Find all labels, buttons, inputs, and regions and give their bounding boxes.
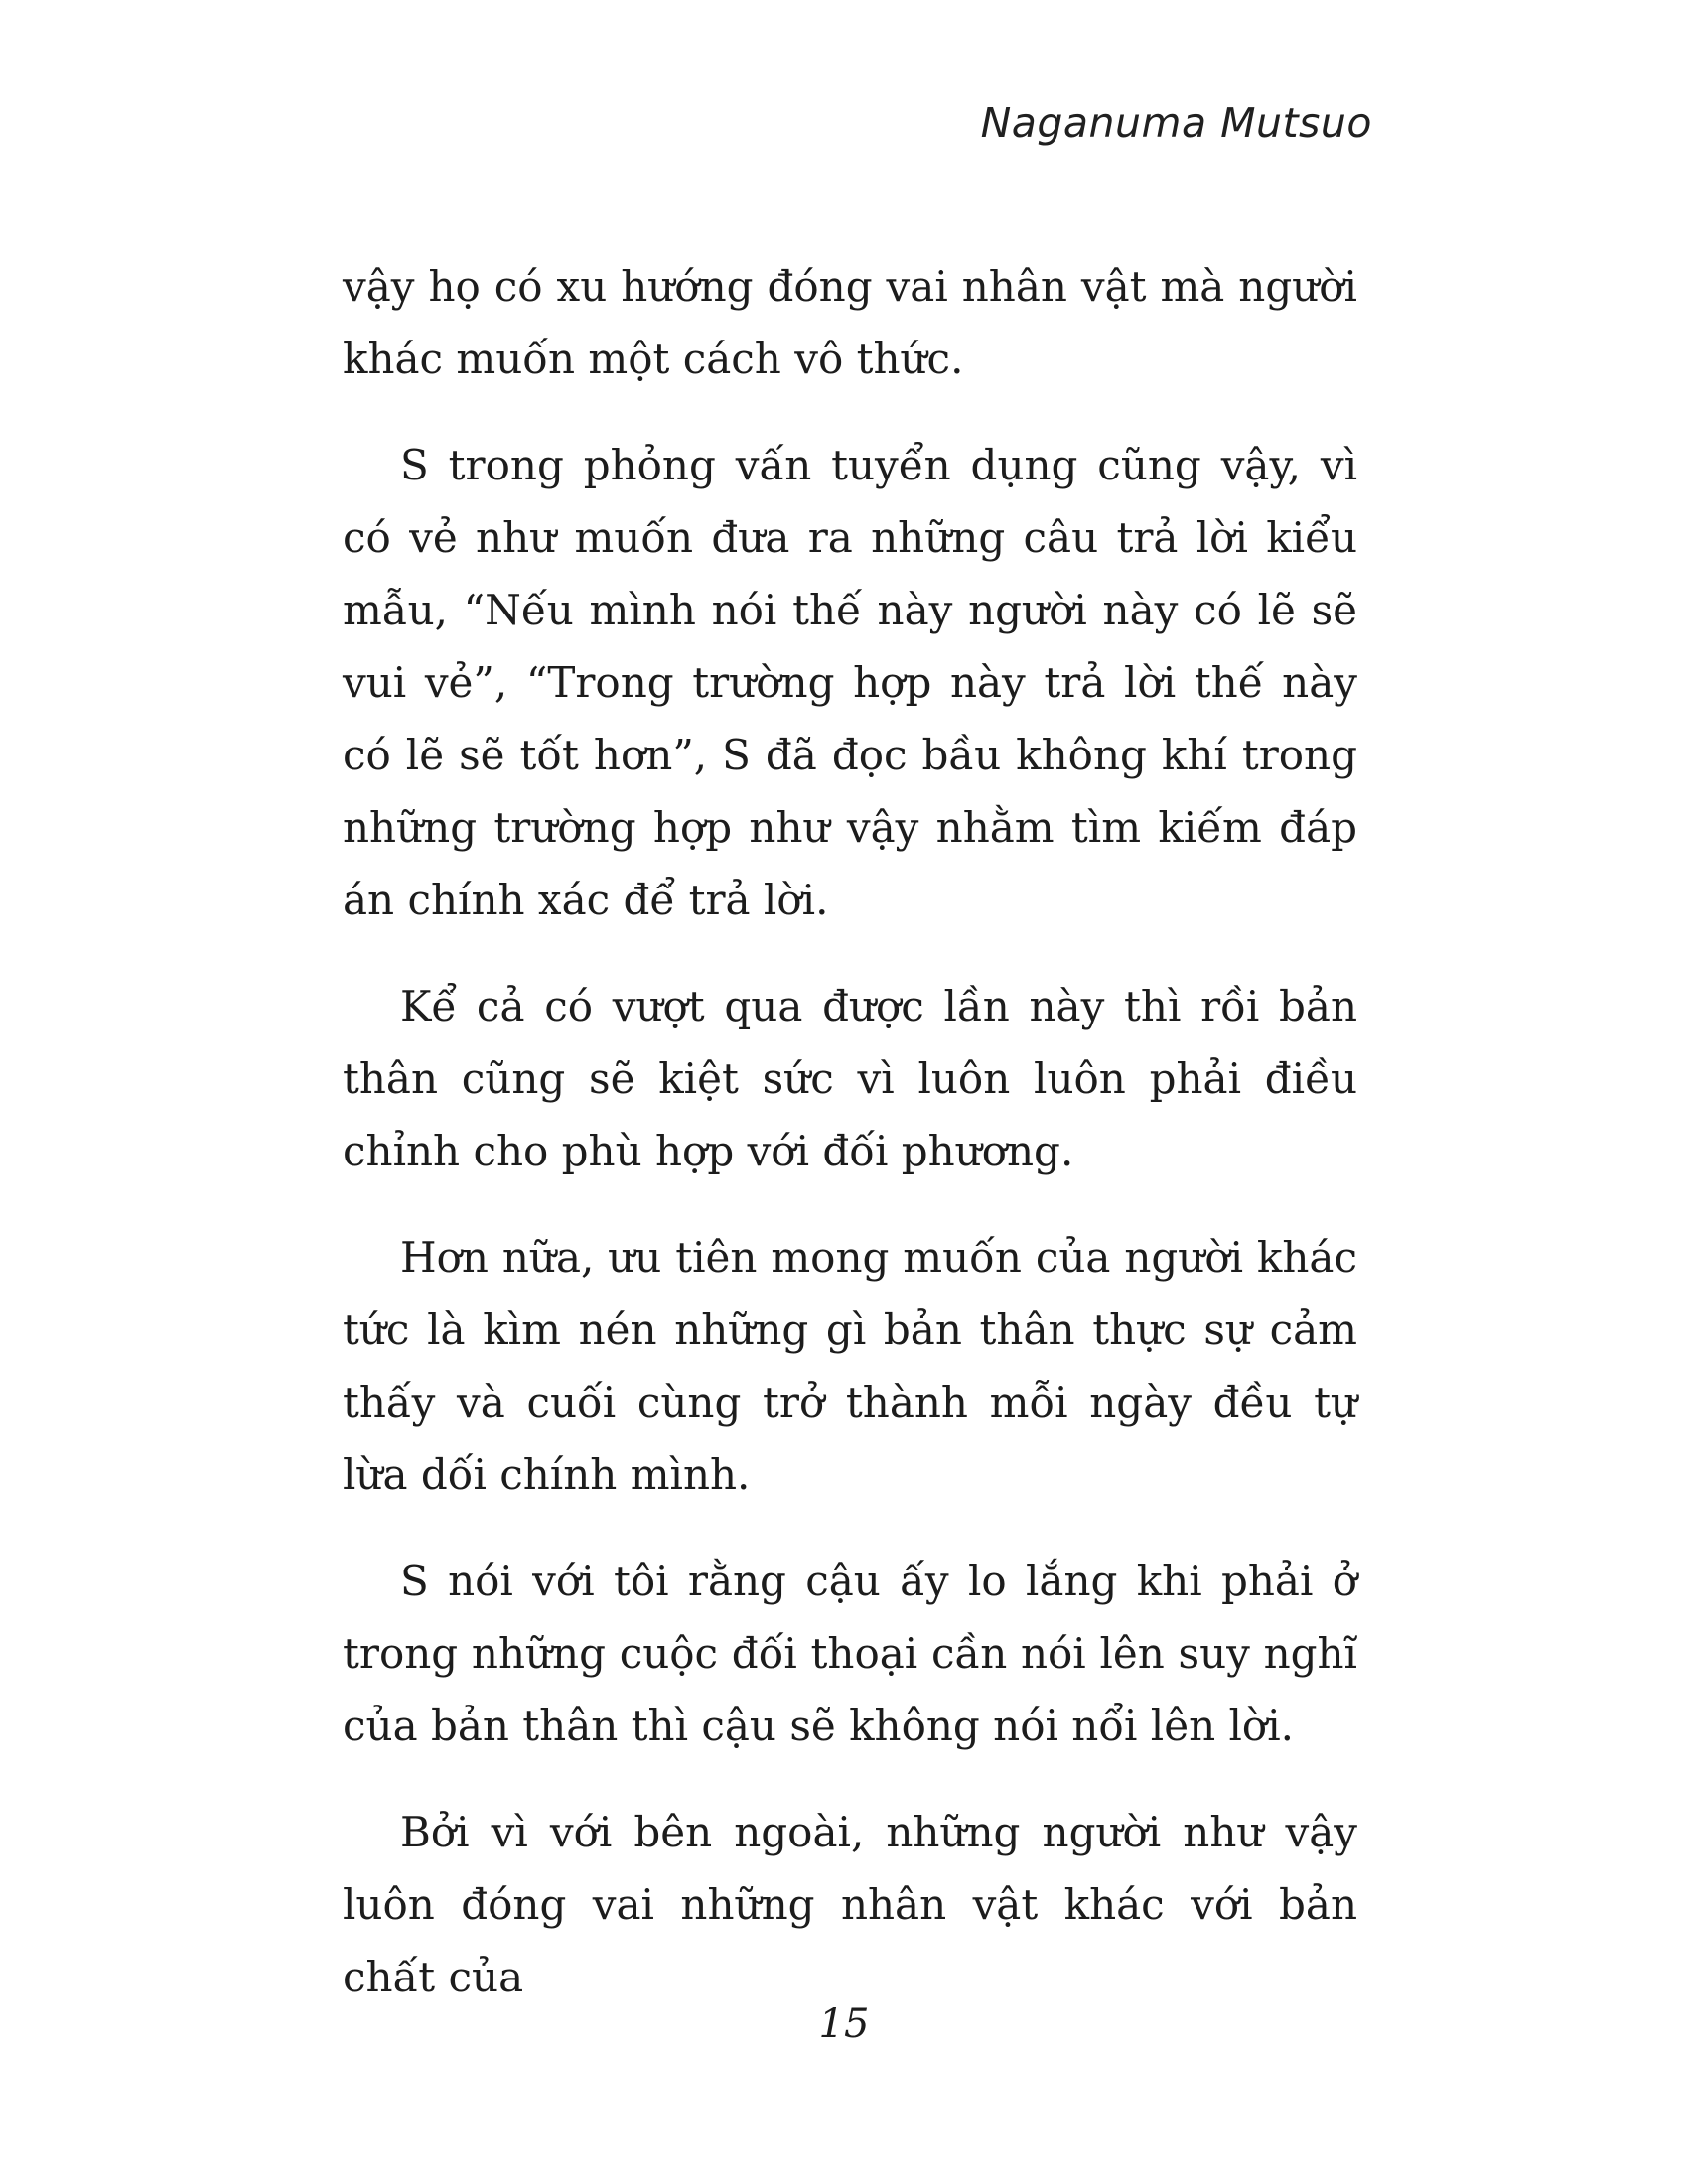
body-paragraph: vậy họ có xu hướng đóng vai nhân vật mà người khác muốn một cách vô thức. [343, 262, 1357, 383]
body-paragraph: S trong phỏng vấn tuyển dụng cũng vậy, vì có vẻ như muốn đưa ra những câu trả lời kiểu mẫu, “Nếu mình nói thế này người này có lẽ sẽ vui vẻ”, “Trong trường hợp này trả lời thế này có lẽ sẽ tốt hơn”, S đã đọc bầu không khí trong những trường hợp như vậy nhằm tìm kiếm đáp án chính xác để trả lời. [343, 441, 1357, 924]
body-paragraph: S nói với tôi rằng cậu ấy lo lắng khi phải ở trong những cuộc đối thoại cần nói lên suy nghĩ của bản thân thì cậu sẽ không nói nổi lên lời. [343, 1557, 1357, 1750]
page-number: 15 [818, 2001, 870, 2047]
body-paragraph: Bởi vì với bên ngoài, những người như vậy luôn đóng vai những nhân vật khác với bản chất của [343, 1808, 1357, 2001]
running-header-author: Naganuma Mutsuo [980, 99, 1372, 147]
body-paragraph: Kể cả có vượt qua được lần này thì rồi bản thân cũng sẽ kiệt sức vì luôn luôn phải điều chỉnh cho phù hợp với đối phương. [343, 982, 1357, 1175]
body-paragraph: Hơn nữa, ưu tiên mong muốn của người khác tức là kìm nén những gì bản thân thực sự cảm thấy và cuối cùng trở thành mỗi ngày đều tự lừa dối chính mình. [343, 1233, 1357, 1499]
body-text-column [343, 250, 1357, 2047]
